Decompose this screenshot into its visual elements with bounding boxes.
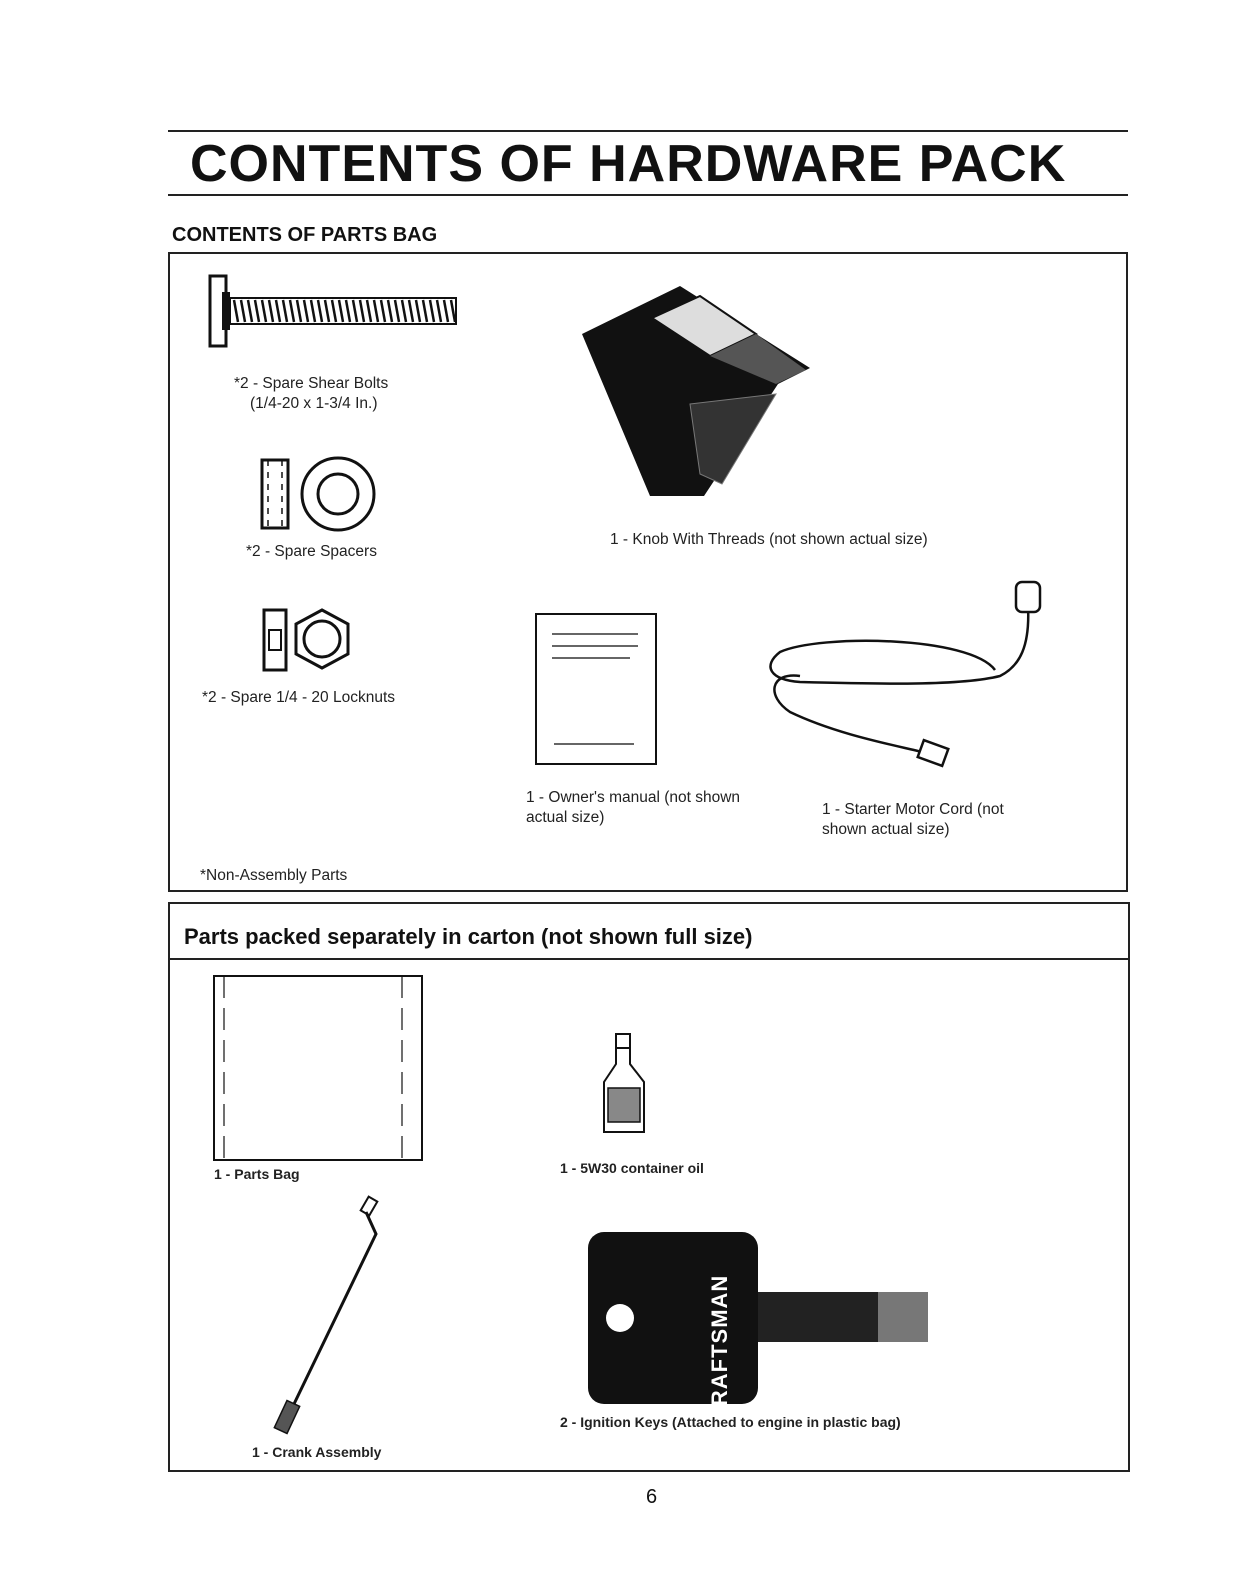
carton-heading: Parts packed separately in carton (not shown full size)	[184, 924, 753, 949]
carton-panel	[168, 902, 1130, 1472]
owners-manual-illustration	[534, 612, 660, 768]
section-heading-parts-bag: CONTENTS OF PARTS BAG	[172, 224, 438, 246]
shear-bolt-illustration	[208, 272, 458, 352]
manual-caption-1: 1 - Owner's manual (not shown	[526, 789, 741, 806]
ignition-keys-caption: 2 - Ignition Keys (Attached to engine in plastic bag)	[560, 1414, 901, 1430]
spacer-illustration	[260, 454, 390, 534]
starter-cord-illustration	[760, 576, 1060, 776]
carton-heading-divider	[170, 958, 1128, 960]
locknut-illustration	[262, 606, 362, 676]
shear-bolts-caption-2: (1/4-20 x 1-3/4 In.)	[250, 395, 378, 412]
parts-bag-panel	[168, 252, 1128, 892]
starter-cord-caption-2: shown actual size)	[822, 821, 950, 838]
non-assembly-note: *Non-Assembly Parts	[200, 867, 348, 884]
oil-caption: 1 - 5W30 container oil	[560, 1160, 704, 1176]
shear-bolts-caption-1: *2 - Spare Shear Bolts	[234, 375, 389, 392]
starter-cord-caption-1: 1 - Starter Motor Cord (not	[822, 801, 1004, 818]
crank-assembly-illustration	[254, 1194, 394, 1454]
parts-bag-illustration	[212, 974, 428, 1164]
manual-caption-2: actual size)	[526, 809, 605, 826]
page-title-bar	[168, 130, 1128, 196]
knob-illustration	[580, 284, 820, 504]
key-brand-label: CRAFTSMAN	[707, 1274, 732, 1423]
page-number: 6	[646, 1486, 658, 1508]
page-title: CONTENTS OF HARDWARE PACK	[190, 135, 1067, 193]
spacers-caption: *2 - Spare Spacers	[246, 543, 377, 560]
locknuts-caption: *2 - Spare 1/4 - 20 Locknuts	[202, 689, 396, 706]
knob-caption: 1 - Knob With Threads (not shown actual size)	[610, 531, 928, 548]
parts-bag-caption: 1 - Parts Bag	[214, 1166, 300, 1182]
oil-bottle-illustration	[598, 1030, 658, 1136]
crank-caption: 1 - Crank Assembly	[252, 1444, 382, 1460]
ignition-key-illustration	[584, 1230, 930, 1410]
